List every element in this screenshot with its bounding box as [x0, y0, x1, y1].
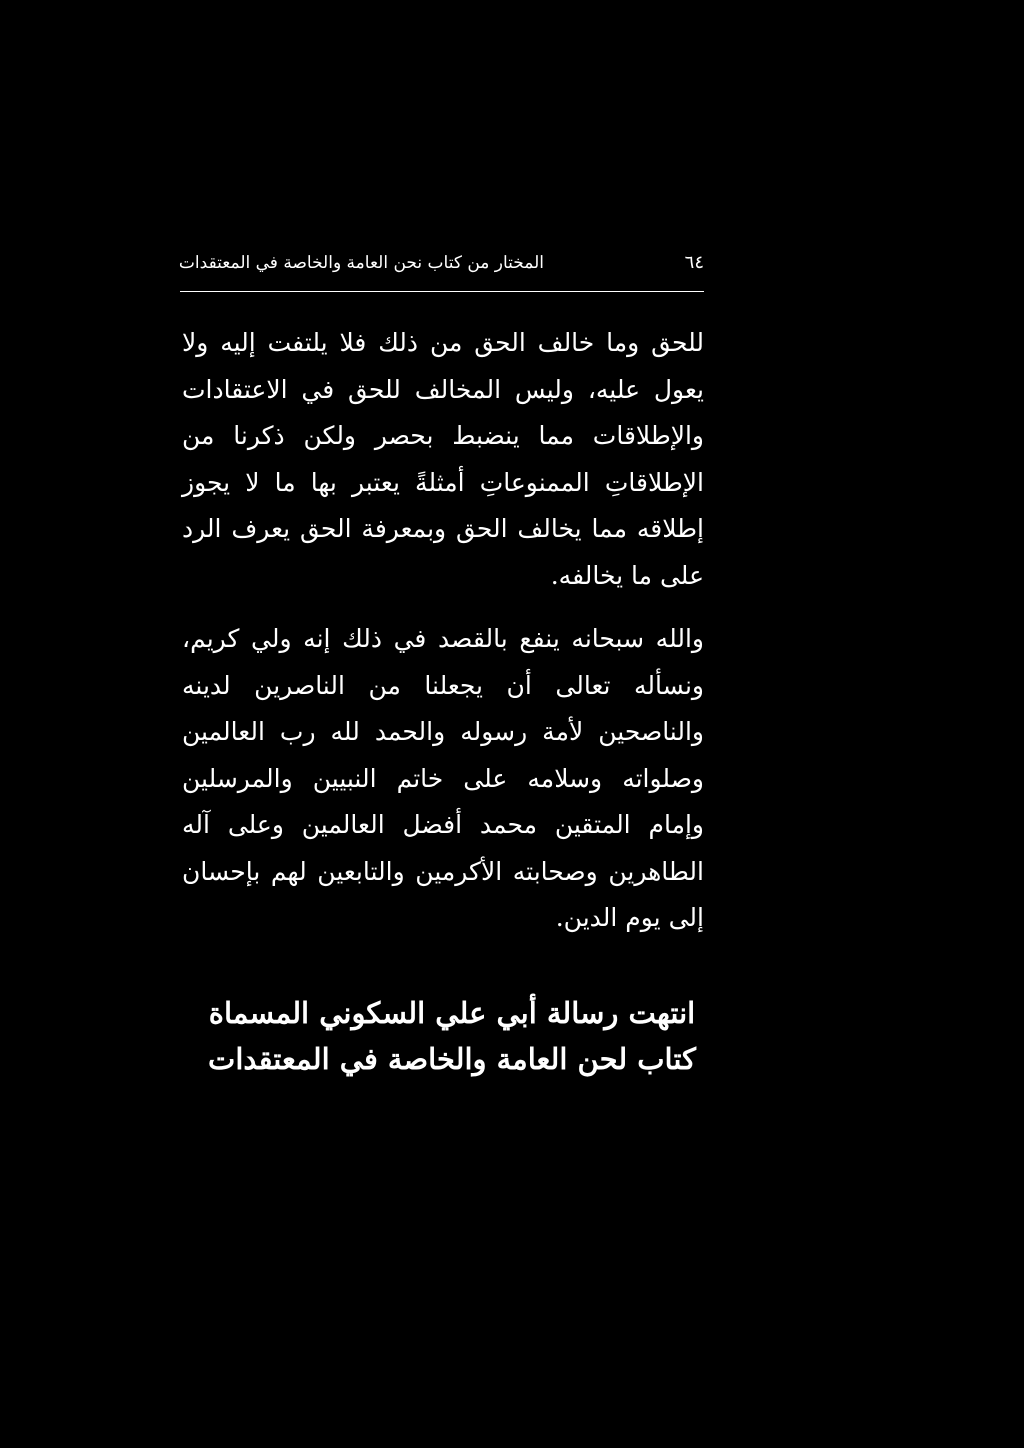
paragraph-1: للحق وما خالف الحق من ذلك فلا يلتفت إليه ولا يعول عليه، وليس المخالف للحق في الاعتقادات والإطلاقات مما ينضبط بحصر ولكن ذكرنا من الإطلاقاتِ الممنوعاتِ أمثلةً يعتبر بها ما لا يجوز إطلاقه مما يخالف الحق وبمعرفة الحق يعرف الرد على ما يخالفه. — [182, 328, 704, 590]
header-divider — [180, 291, 704, 292]
running-header — [180, 248, 704, 284]
paragraph-2: والله سبحانه ينفع بالقصد في ذلك إنه ولي كريم، ونسأله تعالى أن يجعلنا من الناصرين لدينه والناصحين لأمة رسوله والحمد لله رب العالمين وصلواته وسلامه على خاتم النبيين والمرسلين وإمام المتقين محمد أفضل العالمين وعلى آله الطاهرين وصحابته الأكرمين والتابعين لهم بإحسان إلى يوم الدين. — [182, 624, 704, 932]
page-number: ٦٤ — [684, 252, 704, 273]
header-title: المختار من كتاب نحن العامة والخاصة في المعتقدات — [178, 253, 544, 273]
closing-line-2: كتاب لحن العامة والخاصة في المعتقدات — [208, 1042, 696, 1076]
closing-line-1: انتهت رسالة أبي علي السكوني المسماة — [208, 996, 696, 1030]
closing-note — [200, 990, 704, 1082]
